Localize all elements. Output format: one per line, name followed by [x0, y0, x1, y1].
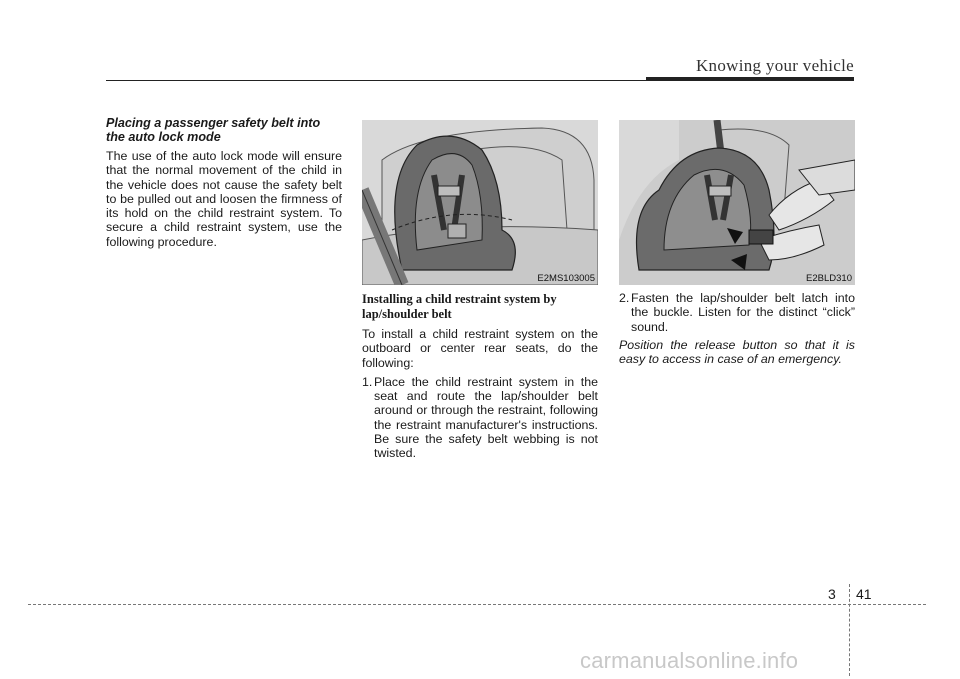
footer-divider [849, 584, 850, 676]
install-intro: To install a child restraint system on the outboard or center rear seats, do the following: [362, 327, 598, 370]
step-text: Place the child restraint system in the seat and route the lap/shoulder belt around or through the restraint, following the restraint manufacturer's instructions. Be sure the safety belt webbing is not twisted. [374, 374, 598, 461]
image-code: E2BLD310 [806, 273, 852, 284]
header-title: Knowing your vehicle [695, 56, 854, 75]
auto-lock-body: The use of the auto lock mode will ensure that the normal movement of the child in the vehicle does not cause the safety belt to be pulled out and loosen the firmness of its hold on the child restraint system. To secure a child restraint system, use the following procedure. [106, 149, 342, 249]
header-rule-accent [646, 77, 854, 81]
step-number: 2. [619, 291, 630, 305]
image-code: E2MS103005 [537, 273, 595, 284]
section-number: 3 [828, 586, 836, 602]
buckle-drawing [619, 120, 855, 285]
step-number: 1. [362, 374, 373, 389]
install-heading: Installing a child restraint system by lap/shoulder belt [362, 292, 557, 321]
column-left [106, 116, 342, 249]
column-right [619, 116, 855, 366]
child-seat-illustration [362, 120, 598, 285]
auto-lock-heading: Placing a passenger safety belt into the auto lock mode [106, 116, 321, 144]
step-1 [362, 375, 598, 461]
step-2 [619, 291, 855, 334]
footer-rule [28, 604, 926, 605]
page-number: 41 [856, 586, 872, 602]
buckle-illustration [619, 120, 855, 285]
column-middle [362, 116, 598, 461]
child-seat-drawing [362, 120, 598, 285]
step-text: Fasten the lap/shoulder belt latch into the buckle. Listen for the distinct “click” sound. [631, 291, 855, 334]
watermark: carmanualsonline.info [580, 648, 799, 673]
release-button-note: Position the release button so that it is easy to access in case of an emergency. [619, 337, 855, 367]
